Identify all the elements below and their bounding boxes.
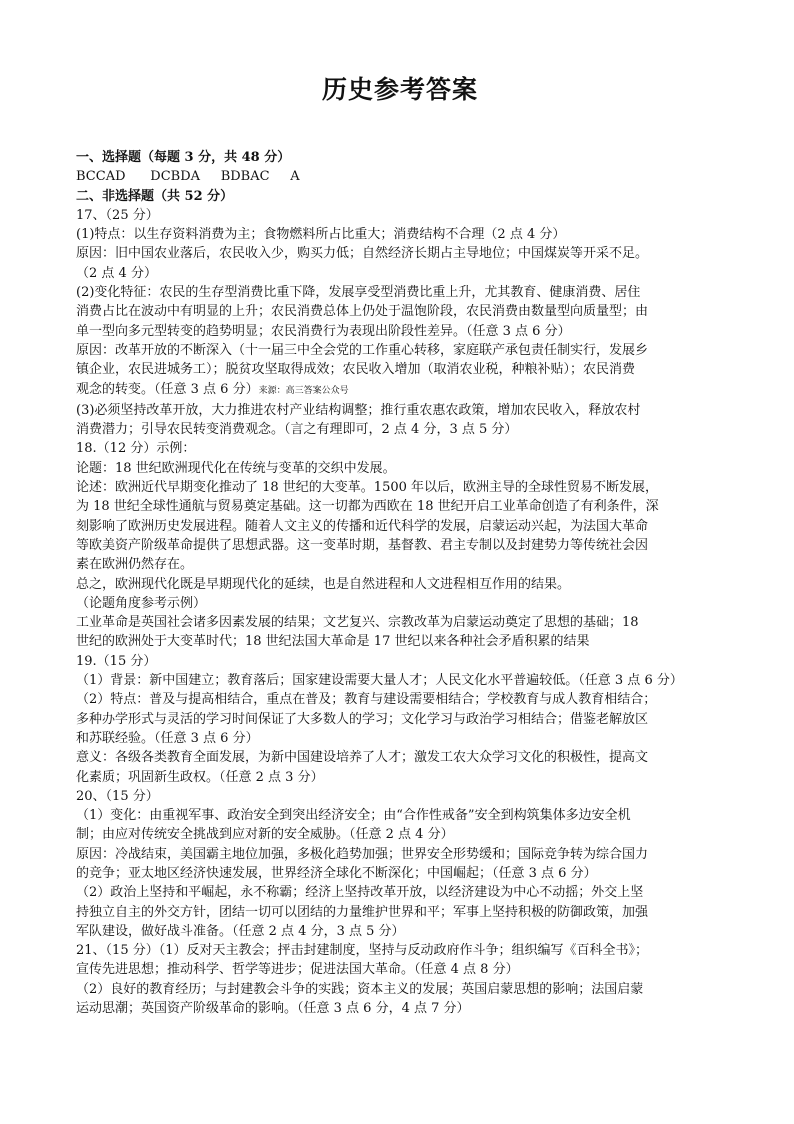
q17-part2-reasons-line3	[76, 380, 724, 401]
q21-part2-line1: （2）良好的教育经历；与封建教会斗争的实践；资本主义的发展；英国启蒙思想的影响；法国启蒙	[76, 981, 644, 997]
section-heading-choice: 一、选择题（每题 3 分，共 48 分）	[76, 150, 291, 165]
q17-part1-score: （2 点 4 分）	[76, 265, 157, 281]
q18-reference-note: （论题角度参考示例）	[76, 595, 207, 611]
q18-argument-line2: 为 18 世纪全球性通航与贸易奠定基础。这一切都为西欧在 18 世纪开启工业革命创造了有利条件，深	[76, 499, 659, 515]
q17-part3-line1: (3)必须坚持改革开放，大力推进农村产业结构调整；推行重农惠农政策，增加农民收入，释放农村	[76, 402, 641, 418]
page-title: 历史参考答案	[321, 75, 478, 104]
q17-header: 17、（25 分）	[76, 207, 159, 223]
q17-part2-reasons-text: 观念的转变。（任意 3 点 6 分）	[76, 381, 259, 397]
q20-header: 20、（15 分）	[76, 788, 159, 804]
q18-argument-line3: 刻影响了欧洲历史发展进程。随着人文主义的传播和近代科学的发展，启蒙运动兴起，为法国大革命	[76, 518, 649, 534]
q19-part2-line1: （2）特点：普及与提高相结合，重点在普及；教育与建设需要相结合；学校教育与成人教育相结合；	[76, 692, 657, 708]
q17-part1-reasons: 原因：旧中国农业落后，农民收入少，购买力低；自然经济长期占主导地位；中国煤炭等开采不足。	[76, 246, 649, 262]
q20-reasons-line2: 的竞争；亚太地区经济快速发展，世界经济全球化不断深化；中国崛起；（任意 3 点 6 分）	[76, 865, 597, 881]
q18-examples-line2: 世纪的欧洲处于大变革时代；18 世纪法国大革命是 17 世纪以来各种社会矛盾积累的结果	[76, 634, 590, 650]
q21-part2-line2: 运动思潮；英国资产阶级革命的影响。（任意 3 点 6 分，4 点 7 分）	[76, 1001, 470, 1017]
q18-argument-line5: 素在欧洲仍然存在。	[76, 557, 194, 573]
source-note: 来源：高三答案公众号	[258, 385, 349, 396]
q18-argument-line1: 论述：欧洲近代早期变化推动了 18 世纪的大变革。1500 年以后，欧洲主导的全球性贸易不断发展，	[76, 480, 659, 496]
q17-part2-line2: 消费占比在波动中有明显的上升；农民消费总体上仍处于温饱阶段，农民消费由数量型向质量型；由	[76, 304, 649, 320]
q17-part3-line2: 消费潜力；引导农民转变消费观念。（言之有理即可，2 点 4 分，3 点 5 分）	[76, 422, 518, 438]
q20-reasons-line1: 原因：冷战结束，美国霸主地位加强，多极化趋势加强；世界安全形势缓和；国际竞争转为综合国力	[76, 846, 649, 862]
q20-part2-line3: 军队建设，做好战斗准备。（任意 2 点 4 分，3 点 5 分）	[76, 923, 405, 939]
q19-header: 19.（15 分）	[76, 653, 157, 669]
q19-part2-line3: 和苏联经验。（任意 3 点 6 分）	[76, 730, 259, 746]
choice-answers: BCCAD DCBDA BDBAC A	[76, 169, 300, 185]
q17-part2-reasons-line2: 镇企业，农民进城务工）；脱贫攻坚取得成效；农民收入增加（取消农业税，种粮补贴）；农民消费	[76, 362, 636, 378]
q18-thesis: 论题：18 世纪欧洲现代化在传统与变革的交织中发展。	[76, 460, 396, 476]
q17-part2-line1: (2)变化特征：农民的生存型消费比重下降，发展享受型消费比重上升，尤其教育、健康消费、居住	[76, 285, 641, 301]
q20-part2-line2: 持独立自主的外交方针，团结一切可以团结的力量维护世界和平；军事上坚持积极的防御政策，加强	[76, 904, 649, 920]
q17-part2-reasons-line1: 原因：改革开放的不断深入（十一届三中全会党的工作重心转移，家庭联产承包责任制实行，发展乡	[76, 342, 649, 358]
q18-argument-line4: 等欧美资产阶级革命提供了思想武器。这一变革时期，基督教、君主专制以及封建势力等传统社会因	[76, 537, 649, 553]
q19-part2-line2: 多种办学形式与灵活的学习时间保证了大多数人的学习；文化学习与政治学习相结合；借鉴老解放区	[76, 711, 649, 727]
q19-significance-line1: 意义：各级各类教育全面发展，为新中国建设培养了人才；激发工农大众学习文化的积极性，提高文	[76, 750, 649, 766]
q18-examples-line1: 工业革命是英国社会诸多因素发展的结果；文艺复兴、宗教改革为启蒙运动奠定了思想的基础；18	[76, 615, 639, 631]
q20-part1-line2: 制；由应对传统安全挑战到应对新的安全威胁。（任意 2 点 4 分）	[76, 827, 454, 843]
answer-document	[76, 74, 724, 1018]
q20-part2-line1: （2）政治上坚持和平崛起，永不称霸；经济上坚持改革开放，以经济建设为中心不动摇；外交上坚	[76, 885, 644, 901]
q20-part1-line1: （1）变化：由重视军事、政治安全到突出经济安全；由“合作性戒备”安全到构筑集体多边安全机	[76, 808, 631, 824]
q17-part2-line3: 单一型向多元型转变的趋势明显；农民消费行为表现出阶段性差异。（任意 3 点 6 分）	[76, 323, 571, 339]
q17-part1-features: (1)特点：以生存资料消费为主；食物燃料所占比重大；消费结构不合理（2 点 4 分）	[76, 227, 566, 243]
section-heading-nonchoice: 二、非选择题（共 52 分）	[76, 188, 234, 204]
q19-part1: （1）背景：新中国建立；教育落后；国家建设需要大量人才；人民文化水平普遍较低。（任意 3 点 6 分）	[76, 673, 683, 689]
q21-part1-line2: 宣传先进思想；推动科学、哲学等进步；促进法国大革命。（任意 4 点 8 分）	[76, 962, 519, 978]
q18-header: 18.（12 分）示例：	[76, 441, 196, 457]
q19-significance-line2: 化素质；巩固新生政权。（任意 2 点 3 分）	[76, 769, 324, 785]
q21-part1-line1: 21、（15 分）（1）反对天主教会；抨击封建制度，坚持与反动政府作斗争；组织编写《百科全书》；	[76, 943, 648, 959]
q18-conclusion: 总之，欧洲现代化既是早期现代化的延续，也是自然进程和人文进程相互作用的结果。	[76, 576, 571, 592]
